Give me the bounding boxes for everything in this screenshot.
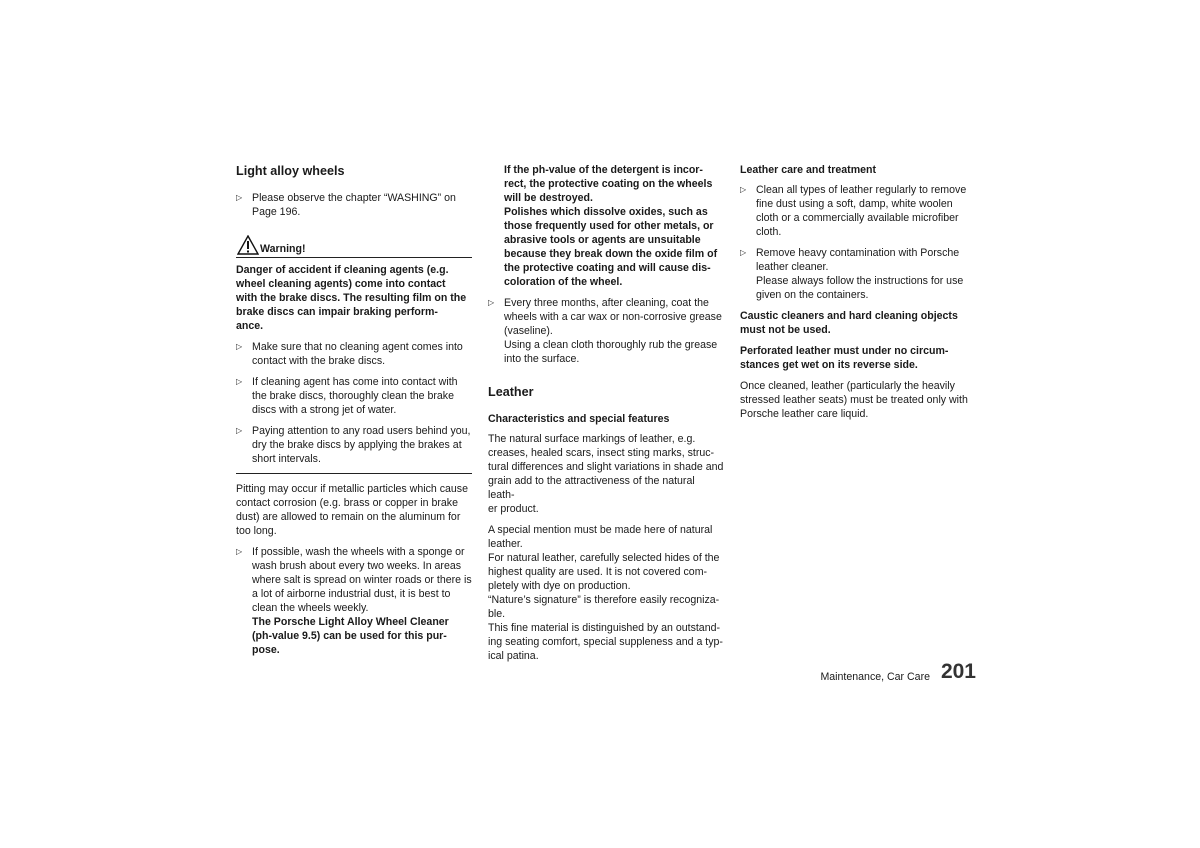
warning-continuation: If the ph-value of the detergent is incor- rect, the protective coating on the wheels will be destroyed. Polishes which dissolve oxides, such as those frequently used for other metals, or abrasive tools or agents are unsuitable because they break down the oxide film of the protective coating and will cause dis- coloration of the wheel. [504, 164, 718, 288]
triangle-right-icon: ▷ [488, 298, 495, 307]
subheading-characteristics: Characteristics and special features [488, 413, 670, 425]
bullet-dry-brake-discs: ▷ Paying attention to any road users behind you, dry the brake discs by applying the brakes at short intervals. [236, 425, 471, 465]
paragraph-pitting: Pitting may occur if metallic particles which cause contact corrosion (e.g. brass or copper in brake dust) are allowed to remain on the aluminum for too long. [236, 483, 468, 537]
bullet-no-cleaning-agent: ▷ Make sure that no cleaning agent comes into contact with the brake discs. [236, 341, 463, 367]
warning-label: Warning! [260, 243, 306, 255]
triangle-right-icon: ▷ [236, 342, 243, 351]
text-line: Page 196. [252, 206, 301, 218]
column-left [236, 163, 472, 664]
warning-header [236, 235, 472, 258]
paragraph-leather-care-liquid: Once cleaned, leather (particularly the heavily stressed leather seats) must be treated only with Porsche leather care liquid. [740, 380, 968, 420]
bullet-clean-brake-discs: ▷ If cleaning agent has come into contact with the brake discs, thoroughly clean the brake discs with a strong jet of water. [236, 376, 458, 416]
section-name: Maintenance, Car Care [820, 671, 930, 683]
warning-text: Danger of accident if cleaning agents (e.g. wheel cleaning agents) come into contact with the brake discs. The resulting film on the brake discs can impair braking perform- ance. [236, 264, 467, 332]
bullet-coat-wheels: ▷ Every three months, after cleaning, coat the wheels with a car wax or non-corrosive grease (vaseline). Using a clean cloth thoroughly rub the grease into the surface. [488, 297, 722, 365]
paragraph-natural-markings: The natural surface markings of leather, e.g. creases, healed scars, insect sting marks, struc- tural differences and slight variations in shade and grain add to the attractiveness of the natural leath- er product. [488, 433, 724, 515]
heading-leather-care: Leather care and treatment [740, 164, 877, 176]
page-footer [0, 660, 976, 690]
bullet-observe-washing [236, 191, 472, 219]
warning-end-divider [236, 473, 472, 474]
triangle-right-icon: ▷ [740, 248, 747, 257]
triangle-right-icon: ▷ [236, 193, 243, 202]
bullet-remove-contamination: ▷ Remove heavy contamination with Porsche leather cleaner. Please always follow the instructions for use given on the containers. [740, 247, 964, 301]
column-right [740, 163, 976, 428]
note-perforated-leather: Perforated leather must under no circum- stances get wet on its reverse side. [740, 345, 949, 371]
triangle-right-icon: ▷ [236, 547, 243, 556]
triangle-right-icon: ▷ [740, 185, 747, 194]
page-number: 201 [940, 660, 976, 683]
heading-light-alloy-wheels: Light alloy wheels [236, 164, 345, 178]
triangle-right-icon: ▷ [236, 426, 243, 435]
bullet-clean-leather: ▷ Clean all types of leather regularly to remove fine dust using a soft, damp, white woolen cloth or a commercially available microfiber cloth. [740, 184, 967, 238]
text-line: Please observe the chapter “WASHING” on [252, 192, 456, 204]
warning-triangle-icon [237, 235, 259, 255]
paragraph-natural-leather: A special mention must be made here of natural leather. For natural leather, carefully selected hides of the highest quality are used. It is not covered com- pletely with dye on production. “Nature’s signature” is therefore easily recogniza- ble. This fine material is distinguished by an outstand- ing seating comfort, special suppleness and a typ- ical patina. [488, 524, 723, 662]
column-middle [488, 163, 724, 670]
bullet-wash-wheels: ▷ If possible, wash the wheels with a sponge or wash brush about every two weeks. In areas where salt is spread on winter roads or there is a lot of airborne industrial dust, it is best to clean the wheels weekly. The Porsche Light Alloy Wheel Cleaner (ph-value 9.5) can be used for this pur- pose. [236, 546, 472, 656]
heading-leather: Leather [488, 385, 534, 399]
note-caustic-cleaners: Caustic cleaners and hard cleaning objects must not be used. [740, 310, 958, 336]
triangle-right-icon: ▷ [236, 377, 243, 386]
